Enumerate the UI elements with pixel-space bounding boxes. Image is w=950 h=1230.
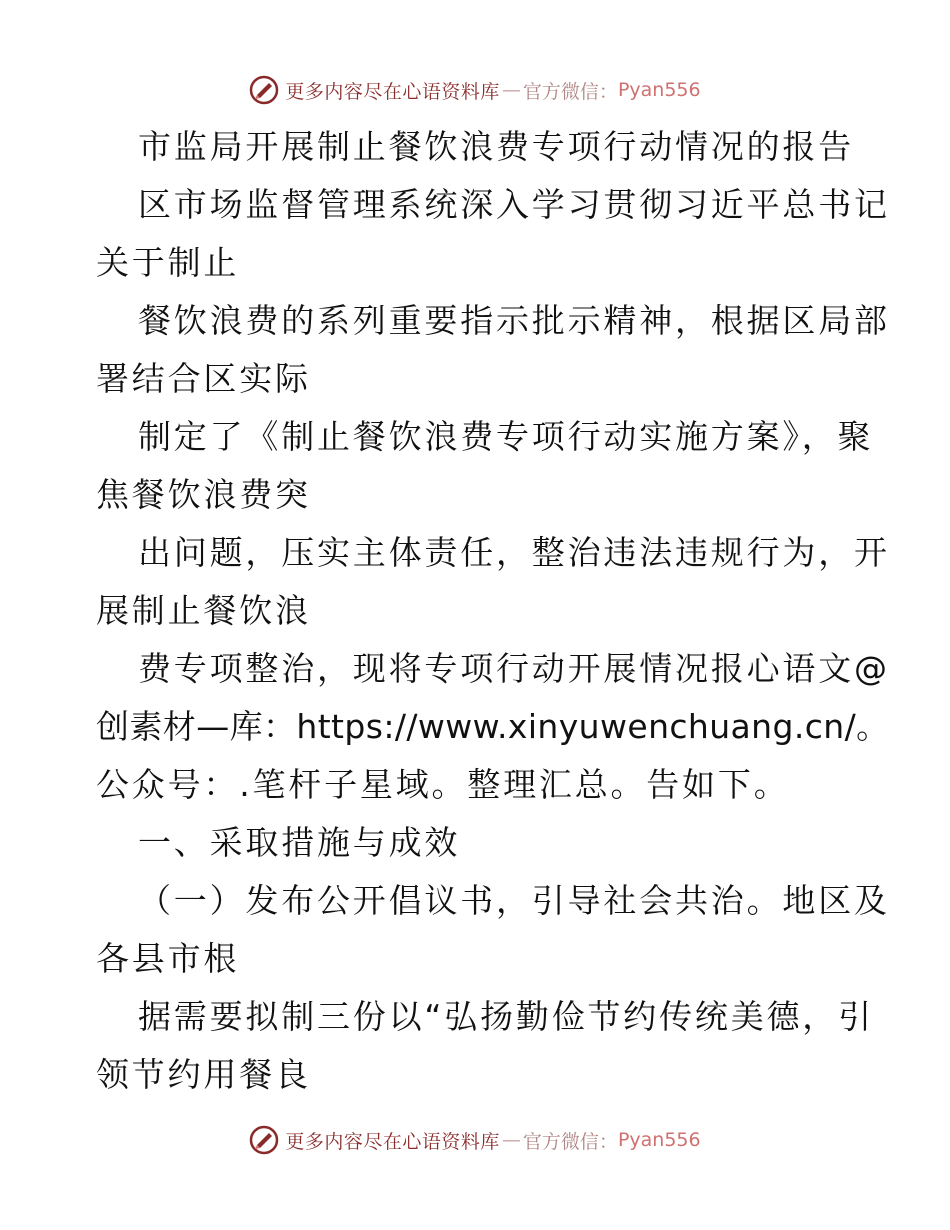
banner-text: 更多内容尽在心语资料库 — [285, 80, 500, 103]
header-banner — [0, 70, 950, 110]
subsection-heading: （一）发布公开倡议书，引导社会共治。地区及 — [138, 881, 890, 920]
section-heading: 一、采取措施与成效 — [138, 823, 461, 862]
paragraph-line: 出问题，压实主体责任，整治违法违规行为，开 — [138, 533, 890, 572]
paragraph-line: 公众号：.笔杆子星域。整理汇总。告如下。 — [96, 765, 790, 804]
banner-label: 官方微信： — [522, 1130, 618, 1153]
banner-label: 官方微信： — [522, 80, 618, 103]
paragraph-line: 关于制止 — [96, 243, 240, 282]
banner-separator: — — [501, 1129, 521, 1151]
banner-separator: — — [501, 79, 521, 101]
brand-logo-icon — [249, 75, 279, 105]
paragraph-line: 区市场监督管理系统深入学习贯彻习近平总书记 — [138, 185, 890, 224]
paragraph-line: 制定了《制止餐饮浪费专项行动实施方案》，聚 — [138, 417, 874, 456]
document-body — [96, 118, 890, 1104]
paragraph-line: 焦餐饮浪费突 — [96, 475, 311, 514]
paragraph-line: 各县市根 — [96, 939, 240, 978]
paragraph-line: 展制止餐饮浪 — [96, 591, 311, 630]
banner-wechat-id: Pyan556 — [617, 79, 701, 101]
brand-logo-icon — [249, 1125, 279, 1155]
paragraph-line: 署结合区实际 — [96, 359, 311, 398]
paragraph-line: 领节约用餐良 — [96, 1055, 311, 1094]
paragraph-line: 创素材—库：https://www.xinyuwenchuang.cn/。 — [96, 707, 890, 746]
paragraph-line: 餐饮浪费的系列重要指示批示精神，根据区局部 — [138, 301, 890, 340]
document-title: 市监局开展制止餐饮浪费专项行动情况的报告 — [138, 127, 854, 166]
footer-banner — [0, 1120, 950, 1160]
banner-wechat-id: Pyan556 — [617, 1129, 701, 1151]
paragraph-line: 费专项整治，现将专项行动开展情况报心语文@ — [138, 649, 890, 688]
paragraph-line: 据需要拟制三份以“弘扬勤俭节约传统美德，引 — [138, 997, 874, 1036]
banner-text: 更多内容尽在心语资料库 — [285, 1130, 500, 1153]
